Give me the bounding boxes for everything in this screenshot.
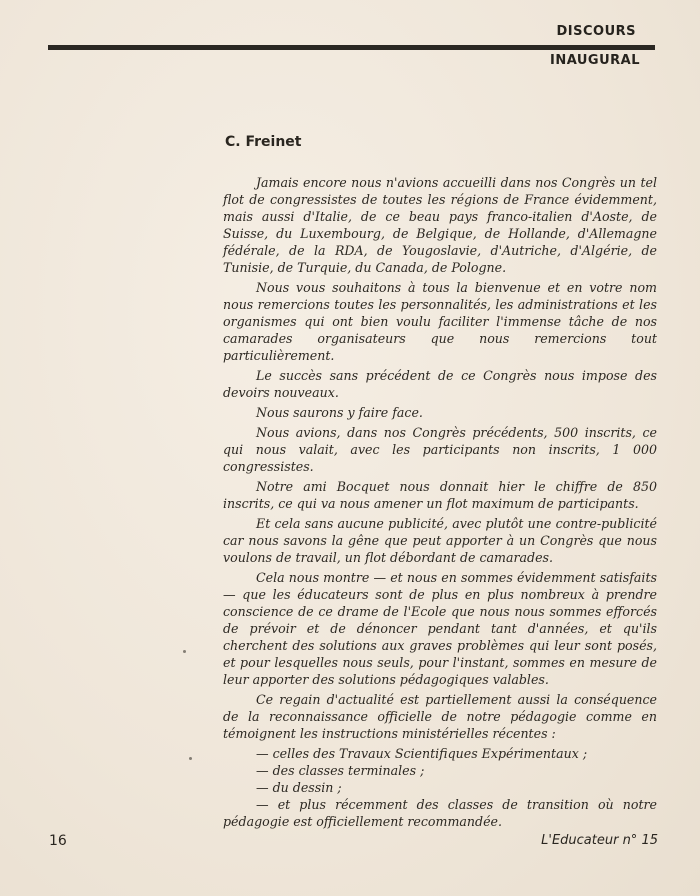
- paragraph: Jamais encore nous n'avions accueilli dans nos Congrès un tel flot de congressistes de toutes les régions de France évidemment, mais aussi d'Italie, de ce beau pays franco-italien d'Aoste, de Suisse, du Luxembourg, de Belgique, de Hollande, d'Allemagne fédérale, de la RDA, de Yougoslavie, d'Autriche, d'Algérie, de Tunisie, de Turquie, du Canada, de Pologne.: [223, 175, 657, 275]
- print-speck: [183, 650, 186, 653]
- paragraph: Nous vous souhaitons à tous la bienvenue et en votre nom nous remercions toutes les personnalités, les administrations et les organismes qui ont bien voulu faciliter l'immense tâche de nos camarades organisateurs que nous remercions tout particulièrement.: [223, 280, 657, 363]
- header-rule: [48, 45, 655, 50]
- paragraph: Notre ami Bocquet nous donnait hier le chiffre de 850 inscrits, ce qui va nous amener un flot maximum de participants.: [223, 479, 657, 511]
- section-title-line2: INAUGURAL: [549, 53, 640, 68]
- instructions-list: [223, 745, 657, 830]
- paragraph: Ce regain d'actualité est partiellement aussi la conséquence de la reconnaissance officielle de notre pédagogie comme en témoignent les instructions ministérielles récentes :: [223, 692, 657, 741]
- paragraph: Nous saurons y faire face.: [256, 405, 423, 420]
- list-item: — des classes terminales ;: [256, 763, 425, 778]
- article-author: C. Freinet: [225, 134, 302, 150]
- journal-reference: L'Educateur n° 15: [541, 833, 658, 848]
- print-speck: [189, 757, 192, 760]
- page-number: 16: [49, 833, 67, 849]
- section-title-line1: DISCOURS: [556, 24, 636, 39]
- list-item: — celles des Travaux Scientifiques Expérimentaux ;: [256, 746, 588, 761]
- paragraph: Le succès sans précédent de ce Congrès nous impose des devoirs nouveaux.: [223, 368, 657, 400]
- paragraph: Et cela sans aucune publicité, avec plutôt une contre-publicité car nous savons la gêne que peut apporter à un Congrès que nous voulons de travail, un flot débordant de camarades.: [223, 516, 657, 565]
- paragraph: Nous avions, dans nos Congrès précédents, 500 inscrits, ce qui nous valait, avec les participants non inscrits, 1 000 congressistes.: [223, 425, 657, 474]
- list-item: — et plus récemment des classes de transition où notre pédagogie est officiellement recommandée.: [223, 797, 657, 829]
- list-item: — du dessin ;: [256, 780, 342, 795]
- paragraph: Cela nous montre — et nous en sommes évidemment satisfaits — que les éducateurs sont de plus en plus nombreux à prendre conscience de ce drame de l'Ecole que nous nous sommes efforcés de prévoir et de dénoncer pendant tant d'années, et qu'ils cherchent des solutions aux graves problèmes qui leur sont posés, et pour lesquelles nous seuls, pour l'instant, sommes en mesure de leur apporter des solutions pédagogiques valables.: [223, 570, 657, 687]
- article-body: [223, 174, 657, 830]
